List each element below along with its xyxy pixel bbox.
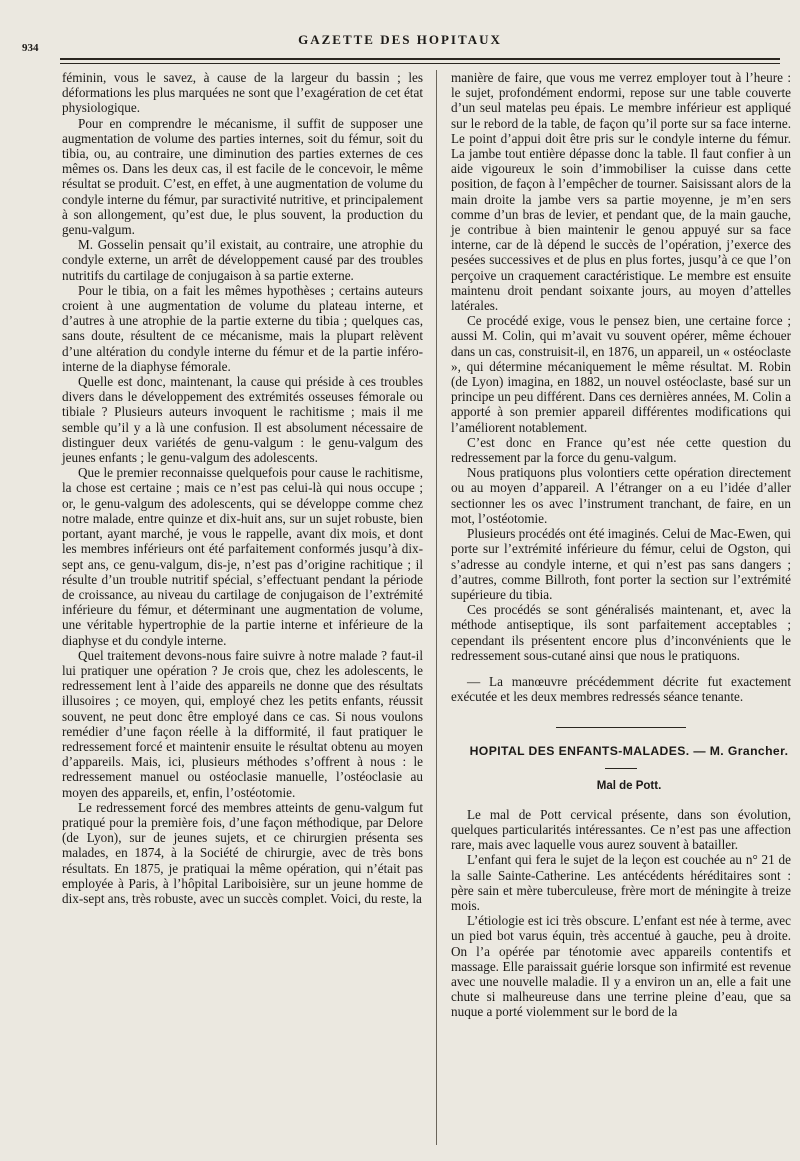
paragraph: L’enfant qui fera le sujet de la leçon est couchée au n° 21 de la salle Sainte-Catherine. Les antécédents héréditaires sont : père sain et mère tuberculeuse, frère mort de méningite à treize mois. (451, 852, 791, 913)
paragraph: Le mal de Pott cervical présente, dans son évolution, quelques particularités intéressantes. Ce n’est pas une affection rare, mais avec laquelle vous aurez souvent à batailler. (451, 806, 791, 853)
paragraph: Pour le tibia, on a fait les mêmes hypothèses ; certains auteurs croient à une augmentation de volume du plateau interne, et d’autres à une atrophie de la partie externe du tibia ; quelques cas, sans doute, résultent de ce mécanisme, mais la plupart relèvent d’une altération du condyle interne du fémur et de la partie inféro-interne de la diaphyse fémorale. (62, 282, 423, 374)
paragraph: féminin, vous le savez, à cause de la largeur du bassin ; les déformations les plus marquées ne sont que l’exagération de cet état physiologique. (62, 70, 423, 116)
section-separator (556, 727, 686, 728)
section-heading: HOPITAL DES ENFANTS-MALADES. — M. Grancher. (469, 744, 789, 759)
paragraph: Ce procédé exige, vous le pensez bien, une certaine force ; aussi M. Colin, qui m’avait vu souvent opérer, même échouer dans un cas, construisit-il, en 1876, un appareil, un « ostéoclaste », qui détermine mécaniquement le même résultat. M. Robin (de Lyon) imagina, en 1882, un nouvel ostéoclaste, basé sur un principe un peu différent. Dans ces dernières années, M. Colin a apporté à son premier appareil différentes modifications qui l’améliorent notablement. (451, 313, 791, 435)
column-divider (436, 70, 437, 1145)
paragraph: Plusieurs procédés ont été imaginés. Celui de Mac-Ewen, qui porte sur l’extrémité inférieure du fémur, celui de Ogston, qui s’adresse au condyle interne, et qui n’est pas sans dangers ; d’autres, comme Billroth, font porter la section sur l’extrémité supérieure du tibia. (451, 526, 791, 602)
paragraph: L’étiologie est ici très obscure. L’enfant est née à terme, avec un pied bot varus équin, très accentué à gauche, peu à droite. On l’a opérée par ténotomie avec appareils contentifs et massage. Elle paraissait guérie lorsque son infirmité est revenue avec une nouvelle maladie. Il y a environ un an, elle a fait une chute si malheureuse dans une terrine pleine d’eau, que sa nuque a porté violemment sur le bord de la (451, 913, 791, 1020)
section-subheading: Mal de Pott. (596, 779, 662, 792)
page-number: 934 (22, 42, 39, 54)
header-rule-thin (60, 63, 780, 64)
paragraph: Pour en comprendre le mécanisme, il suffit de supposer une augmentation de volume des parties internes, soit du fémur, soit du tibia, ou, au contraire, une diminution des parties externes de ces mêmes os. Dans les deux cas, il est facile de le concevoir, le même résultat se produit. C’est, en effet, à une augmentation de volume du condyle interne du fémur, par suractivité nutritive, et principalement à son allongement, qu’est due, le plus souvent, la production du genu-valgum. (62, 115, 423, 238)
right-column (451, 70, 791, 1020)
header-rule (60, 58, 780, 60)
running-title: GAZETTE DES HOPITAUX (298, 32, 502, 47)
paragraph: C’est donc en France qu’est née cette question du redressement par la force du genu-valgum. (451, 434, 791, 466)
paragraph: Quel traitement devons-nous faire suivre à notre malade ? faut-il lui pratiquer une opération ? Je crois que, chez les adolescents, le redressement lent à l’aide des appareils ne donne que des résultats illusoires ; ce moyen, qui, employé chez les petits enfants, réussit souvent, ne peut donc être employé dans ce cas. Si nous voulons remédier d’une façon réelle à la difformité, il faut pratiquer le redressement forcé et maintenir ensuite le résultat obtenu au moyen d’appareils. Mais, ici, plusieurs méthodes s’offrent à nous : le redressement manuel ou ostéoclasie manuelle, l’ostéoclasie au moyen des appareils, et, enfin, l’ostéotomie. (62, 647, 423, 800)
heading-rule (605, 768, 637, 769)
paragraph: manière de faire, que vous me verrez employer tout à l’heure : le sujet, profondément endormi, repose sur une table couverte d’un seul matelas peu épais. Le membre inférieur est appliqué sur le rebord de la table, de façon qu’il porte sur sa face interne. Le point d’appui doit être pris sur le condyle interne du fémur. La jambe tout entière dépasse donc la table. Il faut confier à un aide vigoureux le soin d’immobiliser la cuisse dans cette position, de façon à l’empêcher de tourner. Saisissant alors de la main droite la jambe vers sa partie moyenne, je m’en sers comme d’un bras de levier, et pendant que, de la main gauche, je contribue à bien maintenir le genou appuyé sur sa face interne, car de là dépend le succès de l’opération, j’exerce des pesées successives et de plus en plus fortes, jusqu’à ce que l’on perçoive un craquement caractéristique. Le membre est ensuite maintenu droit pendant soixante jours, au moyen d’attelles latérales. (451, 70, 791, 314)
paragraph: M. Gosselin pensait qu’il existait, au contraire, une atrophie du condyle externe, un arrêt de développement causé par des troubles nutritifs du cartilage de conjugaison à sa partie externe. (62, 237, 423, 283)
left-column (62, 70, 423, 906)
paragraph: Quelle est donc, maintenant, la cause qui préside à ces troubles divers dans le développement des extrémités osseuses fémorale ou tibiale ? Plusieurs auteurs invoquent le rachitisme ; mais il me semble qu’il y a là une confusion. Il est absolument nécessaire de distinguer deux variétés de genu-valgum : le genu-valgum des jeunes enfants ; le genu-valgum des adolescents. (62, 374, 423, 466)
paragraph: Ces procédés se sont généralisés maintenant, et, avec la méthode antiseptique, ils sont parfaitement acceptables ; cependant ils présentent encore plus d’inconvénients que le redressement sous-cutané ainsi que nous le pratiquons. (451, 602, 791, 663)
paragraph: Nous pratiquons plus volontiers cette opération directement ou au moyen d’appareil. A l’étranger on a eu l’idée d’aller sectionner les os avec l’instrument tranchant, de faire, en un mot, l’ostéotomie. (451, 465, 791, 526)
paragraph: Le redressement forcé des membres atteints de genu-valgum fut pratiqué pour la première fois, d’une façon méthodique, par Delore (de Lyon), sur de jeunes sujets, et ce chirurgien présenta ses malades, en 1874, à la Société de chirurgie, avec de très bons résultats. En 1875, je pratiquai la même opération, qui n’était pas employée à Paris, à l’hôpital Lariboisière, sur un jeune homme de dix-sept ans, très robuste, avec un succès complet. Voici, du reste, la (62, 799, 423, 906)
operation-note: — La manœuvre précédemment décrite fut exactement exécutée et les deux membres redressés séance tenante. (451, 673, 791, 705)
paragraph: Que le premier reconnaisse quelquefois pour cause le rachitisme, la chose est certaine ; mais ce n’est pas celui-là qui nous occupe ; or, le genu-valgum des adolescents, qui se développe comme chez notre malade, entre quinze et dix-huit ans, sur un sujet robuste, bien portant, ayant marché, je vous le rappelle, avant dix mois, et dont les membres inférieurs ont été parfaitement conformés jusqu’à dix-sept ans, ce genu-valgum, dis-je, n’est pas d’origine rachitique ; il résulte d’un trouble nutritif spécial, s’effectuant pendant la période de croissance, au niveau du cartilage de conjugaison de l’extrémité inférieure du fémur, et déterminant une augmentation de volume, une véritable hypertrophie de la partie interne et inférieure de la diaphyse et du condyle interne. (62, 465, 423, 648)
